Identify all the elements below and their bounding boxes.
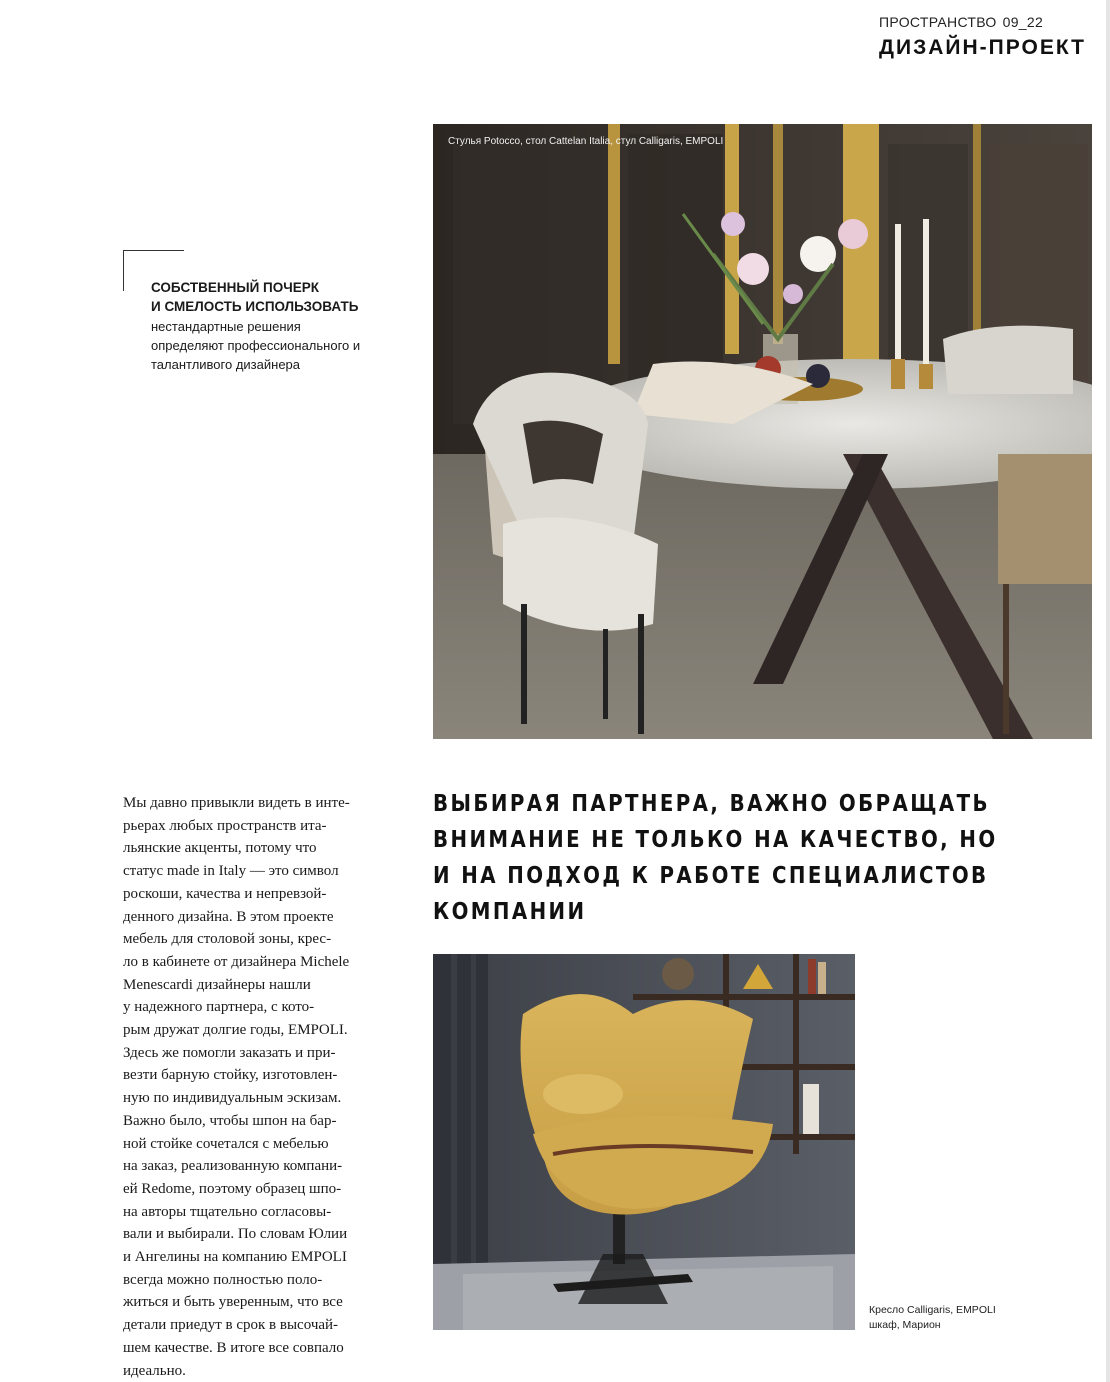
body-line: Здесь же помогли заказать и при- [123, 1044, 336, 1061]
body-line: на авторы тщательно согласовы- [123, 1203, 332, 1220]
dining-room-photo [433, 124, 1092, 739]
body-line: роскоши, качества и непревзой- [123, 885, 327, 902]
page-header [879, 14, 1086, 60]
body-line: Мы давно привыкли видеть в инте- [123, 795, 350, 811]
dining-room-illustration [433, 124, 1092, 739]
quote-bold-text [151, 278, 358, 316]
body-line: льянские акценты, потому что [123, 840, 317, 857]
body-line: статус made in Italy — это символ [123, 863, 339, 880]
body-line: ной стойке сочетался с мебелью [123, 1135, 329, 1152]
body-line: шем качестве. В итоге все совпало [123, 1339, 344, 1356]
magazine-name: ПРОСТРАНСТВО [879, 14, 997, 30]
body-line: и Ангелины на компанию EMPOLI [123, 1249, 347, 1266]
body-line: ей Redome, поэтому образец шпо- [123, 1180, 342, 1197]
caption-line: шкаф, Марион [869, 1319, 941, 1331]
body-line: у надежного партнера, с кото- [123, 999, 315, 1016]
caption-line: Кресло Calligaris, EMPOLI [869, 1304, 996, 1316]
article-body [123, 792, 398, 1382]
dining-photo-caption: Стулья Potocco, стол Cattelan Italia, стул Calligaris, EMPOLI [448, 136, 724, 147]
body-line: вали и выбирали. По словам Юлии [123, 1226, 348, 1243]
body-line: житься и быть уверенным, что все [123, 1294, 343, 1311]
headline-line: ВНИМАНИЕ НЕ ТОЛЬКО НА КАЧЕСТВО, НО [433, 827, 998, 853]
body-line: ную по индивидуальным эскизам. [123, 1090, 342, 1107]
magazine-issue [879, 14, 1086, 30]
body-line: везти барную стойку, изготовлен- [123, 1067, 338, 1084]
body-line: детали приедут в срок в высочай- [123, 1317, 339, 1334]
quote-bold-line: И СМЕЛОСТЬ ИСПОЛЬЗОВАТЬ [151, 299, 359, 314]
quote-line: определяют профессионального и [151, 338, 361, 353]
headline-line: ВЫБИРАЯ ПАРТНЕРА, ВАЖНО ОБРАЩАТЬ [433, 791, 990, 817]
page-edge-strip [1106, 0, 1110, 1382]
body-line: рьерах любых пространств ита- [123, 817, 327, 834]
body-line: всегда можно полностью поло- [123, 1271, 323, 1288]
headline-line: КОМПАНИИ [433, 899, 587, 925]
armchair-photo-caption [869, 1303, 996, 1333]
body-line: денного дизайна. В этом проекте [123, 908, 334, 925]
section-title: ДИЗАЙН-ПРОЕКТ [879, 36, 1086, 59]
headline [433, 786, 998, 930]
body-line: идеально. [123, 1362, 186, 1379]
quote-line: нестандартные решения [151, 319, 301, 334]
quote-bold-line: СОБСТВЕННЫЙ ПОЧЕРК [151, 280, 319, 295]
body-line: ло в кабинете от дизайнера Michele [123, 953, 350, 970]
issue-number: 09_22 [1002, 14, 1044, 30]
quote-text [151, 317, 411, 374]
body-line: рым дружат долгие годы, EMPOLI. [123, 1022, 348, 1039]
body-line: Важно было, чтобы шпон на бар- [123, 1112, 337, 1129]
armchair-photo [433, 954, 855, 1330]
body-line: Menescardi дизайнеры нашли [123, 976, 311, 993]
headline-line: И НА ПОДХОД К РАБОТЕ СПЕЦИАЛИСТОВ [433, 863, 989, 889]
body-line: на заказ, реализованную компани- [123, 1158, 343, 1175]
quote-line: талантливого дизайнера [151, 357, 301, 372]
armchair-illustration [433, 954, 855, 1330]
body-line: мебель для столовой зоны, крес- [123, 931, 332, 948]
